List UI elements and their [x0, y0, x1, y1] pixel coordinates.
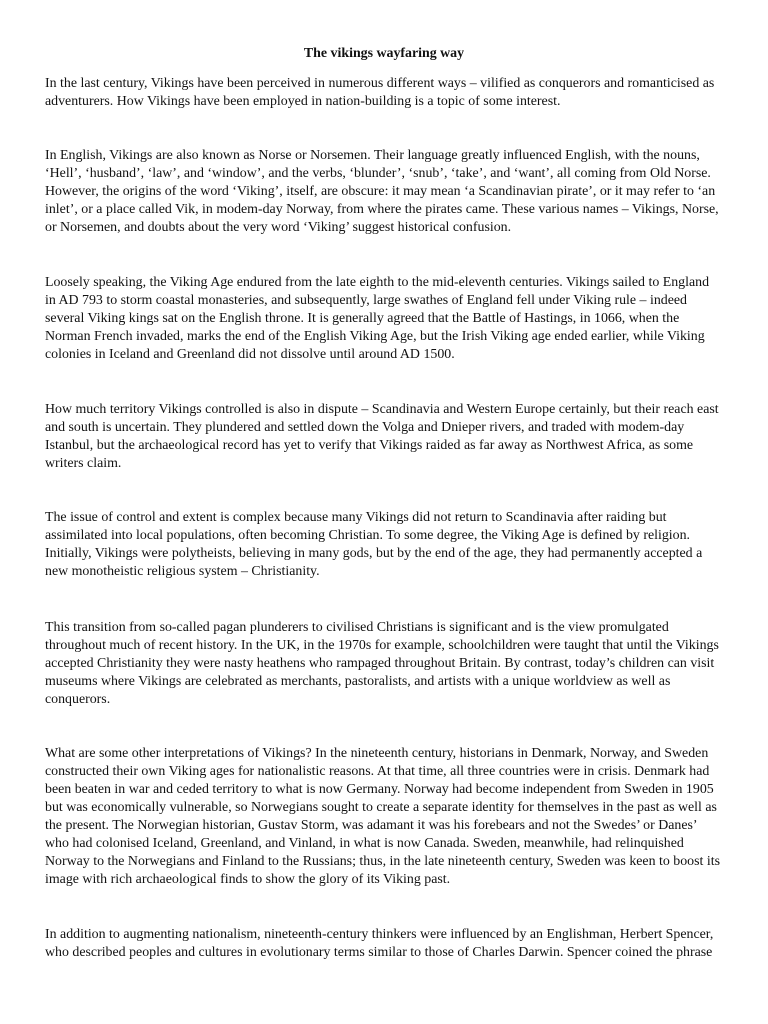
paragraph-7: What are some other interpretations of Vikings? In the nineteenth century, historians in Denmark, Norway, and Sweden constructed their own Viking ages for nationalistic reasons. At that time, all three countries were in crisis. Denmark had been beaten in war and ceded territory to what is now Germany. Norway had become independent from Sweden in 1905 but was economically vulnerable, so Norwegians sought to create a separate identity for themselves in the past as well as the present. The Norwegian historian, Gustav Storm, was adamant it was his forebears and not the Swedes’ or Danes’ who had colonised Iceland, Greenland, and Vinland, in what is now Canada. Sweden, meanwhile, had relinquished Norway to the Norwegians and Finland to the Russians; thus, in the late nineteenth century, Sweden was keen to boost its image with rich archaeological finds to show the glory of its Viking past.: [45, 746, 720, 887]
paragraph-5: The issue of control and extent is complex because many Vikings did not return to Scandinavia after raiding but assimilated into local populations, often becoming Christian. To some degree, the Viking Age is defined by religion. Initially, Vikings were polytheists, believing in many gods, but by the end of the age, they had permanently accepted a new monotheistic religious system – Christianity.: [45, 510, 703, 579]
paragraph-6: This transition from so-called pagan plunderers to civilised Christians is significant and is the view promulgated throughout much of recent history. In the UK, in the 1970s for example, schoolchildren were taught that until the Vikings accepted Christianity they were nasty heathens who rampaged throughout Britain. By contrast, today’s children can visit museums where Vikings are celebrated as merchants, pastoralists, and artists with a unique worldview as well as conquerors.: [45, 620, 719, 707]
paragraph-4: How much territory Vikings controlled is also in dispute – Scandinavia and Western Europe certainly, but their reach east and south is uncertain. They plundered and settled down the Volga and Dnieper rivers, and traded with modem-day Istanbul, but the archaeological record has yet to verify that Vikings raided as far away as Northwest Africa, as some writers claim.: [45, 402, 719, 471]
paragraph-1: In the last century, Vikings have been perceived in numerous different ways – vilified as conquerors and romanticised as adventurers. How Vikings have been employed in nation-building is a topic of some interest.: [45, 76, 715, 109]
paragraph-3: Loosely speaking, the Viking Age endured from the late eighth to the mid-eleventh centuries. Vikings sailed to England in AD 793 to storm coastal monasteries, and subsequently, large swathes of England fell under Viking rule – indeed several Viking kings sat on the English throne. It is generally agreed that the Battle of Hastings, in 1066, when the Norman French invaded, marks the end of the English Viking Age, but the Irish Viking age ended earlier, while Viking colonies in Iceland and Greenland did not dissolve until around AD 1500.: [45, 275, 710, 362]
paragraph-2: In English, Vikings are also known as Norse or Norsemen. Their language greatly influenced English, with the nouns, ‘Hell’, ‘husband’, ‘law’, and ‘window’, and the verbs, ‘blunder’, ‘snub’, ‘take’, and ‘want’, all coming from Old Norse. However, the origins of the word ‘Viking’, itself, are obscure: it may mean ‘a Scandinavian pirate’, or it may refer to ‘an inlet’, or a place called Vik, in modem-day Norway, from where the pirates came. These various names – Vikings, Norse, or Norsemen, and doubts about the very word ‘Viking’ suggest historical confusion.: [45, 148, 719, 235]
paragraph-8: In addition to augmenting nationalism, nineteenth-century thinkers were influenced by an Englishman, Herbert Spencer, who described peoples and cultures in evolutionary terms similar to those of Charles Darwin. Spencer coined the phrase: [45, 927, 714, 960]
document-title: The vikings wayfaring way: [303, 46, 465, 61]
